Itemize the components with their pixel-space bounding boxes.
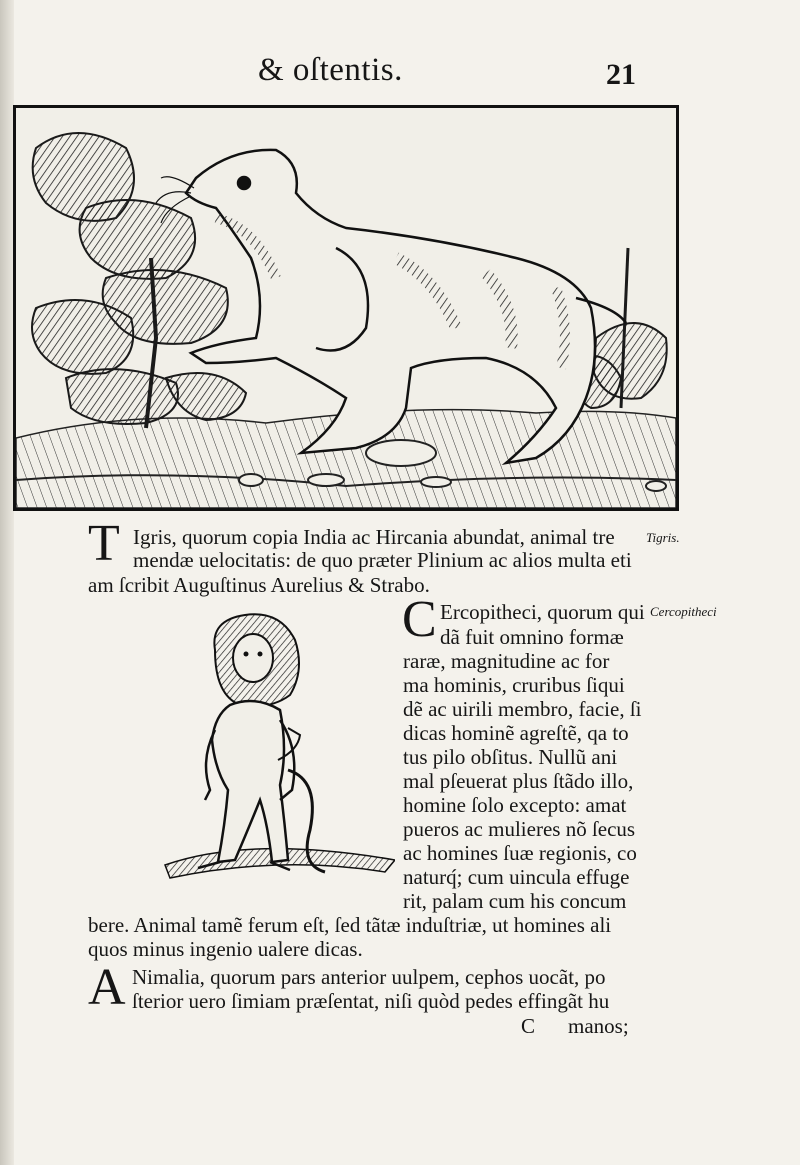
text-line: homine ſolo excepto: amat xyxy=(403,793,627,817)
dropcap-a: A xyxy=(88,959,126,1016)
text-line: rit, palam cum his concum xyxy=(403,889,627,913)
page-number: 21 xyxy=(606,58,636,91)
tiger-woodcut xyxy=(13,105,679,511)
page-binding-edge xyxy=(0,0,14,1165)
margin-note-tigris: Tigris. xyxy=(646,530,680,545)
text-line: mendæ uelocitatis: de quo præter Plinium ac alios multa eti xyxy=(133,548,632,572)
text-line: naturq́; cum uincula effuge xyxy=(403,865,630,889)
text-line: dã fuit omnino formæ xyxy=(440,625,624,649)
text-line: dicas hominẽ agreſtẽ, qa to xyxy=(403,721,629,745)
dropcap-c: C xyxy=(402,591,437,648)
cercopithecus-woodcut xyxy=(160,610,395,900)
text-line: ac homines ſuæ regionis, co xyxy=(403,841,637,865)
catchword: manos; xyxy=(568,1014,629,1038)
signature-mark: C xyxy=(521,1014,536,1038)
margin-note-cercopitheci: Cercopitheci xyxy=(650,604,717,619)
cercopithecus-illustration xyxy=(160,610,395,900)
text-line: tus pilo obſitus. Nullũ ani xyxy=(403,745,618,769)
text-line: raræ, magnitudine ac for xyxy=(403,649,610,673)
body xyxy=(212,701,288,862)
stone xyxy=(308,474,344,486)
text-line: Nimalia, quorum pars anterior uulpem, cephos uocãt, po xyxy=(132,965,606,989)
stone xyxy=(239,474,263,486)
text-line: Igris, quorum copia India ac Hircania abundat, animal tre xyxy=(133,525,615,549)
dropcap-t: T xyxy=(88,515,120,572)
text-line: am ſcribit Auguſtinus Aurelius & Strabo. xyxy=(88,573,430,597)
text-line: mal pſeuerat plus ſtãdo illo, xyxy=(403,769,634,793)
text-line: ma hominis, cruribus ſiqui xyxy=(403,673,625,697)
text-line: Ercopitheci, quorum qui xyxy=(440,600,645,624)
running-head: & oſtentis. xyxy=(258,52,403,88)
text-line: pueros ac mulieres nõ ſecus xyxy=(403,817,636,841)
text-line: dẽ ac uirili membro, facie, ſi xyxy=(403,697,642,721)
text-line: ſterior uero ſimiam præſentat, niſi quòd pedes effingãt hu xyxy=(132,989,610,1013)
stone xyxy=(646,481,666,491)
stone xyxy=(421,477,451,487)
text-line: bere. Animal tamẽ ferum eſt, ſed tãtæ induſtriæ, ut homines ali xyxy=(88,913,612,937)
tiger-illustration xyxy=(16,108,676,508)
stone xyxy=(366,440,436,466)
text-line: quos minus ingenio ualere dicas. xyxy=(88,937,363,961)
